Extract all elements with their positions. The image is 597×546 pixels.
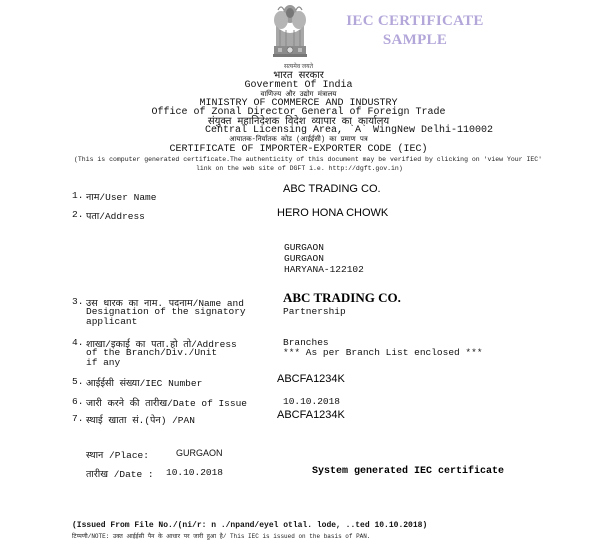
ministry-name: MINISTRY OF COMMERCE AND INDUSTRY xyxy=(199,98,398,109)
field-number: 3. xyxy=(72,296,84,307)
date-value: 10.10.2018 xyxy=(166,467,224,478)
signatory-label-line3: applicant xyxy=(86,316,138,327)
branch-label-line1: शाखा/इकाई का पता.हो तो/Address xyxy=(86,339,237,350)
hindi-government: भारत सरकार xyxy=(273,71,324,82)
government-name: Goverment Of India xyxy=(244,80,353,91)
pan-label: स्थाई खाता सं.(पेन) /PAN xyxy=(86,415,195,426)
branch-label-line3: if any xyxy=(86,357,121,368)
field-number: 7. xyxy=(72,413,84,424)
emblem-motto: सत्यमेव जयते xyxy=(283,64,314,70)
branch-value-line1: Branches xyxy=(283,337,329,348)
user-name-label: नाम/User Name xyxy=(86,192,157,203)
signatory-label-line1: उस धारक का नाम. पदनाम/Name and xyxy=(86,298,244,309)
hindi-ministry: वाणिज्य और उद्योग मंत्रालय xyxy=(260,91,337,99)
field-number: 5. xyxy=(72,376,84,387)
field-number: 6. xyxy=(72,396,84,407)
licensing-area: Central Licensing Area, `A` WingNew Delhi-110002 xyxy=(205,125,494,136)
signatory-name-value: ABC TRADING CO. xyxy=(283,290,401,305)
signatory-designation-value: Partnership xyxy=(283,306,346,317)
branch-value-line2: *** As per Branch List enclosed *** xyxy=(283,347,483,358)
office-name: Office of Zonal Director General of Foreign Trade xyxy=(151,107,446,118)
hindi-office: संयुक्त महानिदेशक विदेश व्यापार का कार्यालय xyxy=(207,117,390,128)
pan-value: ABCFA1234K xyxy=(277,409,345,421)
place-label: स्थान /Place: xyxy=(86,450,149,461)
signatory-label-line2: Designation of the signatory xyxy=(86,306,246,317)
date-of-issue-value: 10.10.2018 xyxy=(283,396,341,407)
certificate-title: CERTIFICATE OF IMPORTER-EXPORTER CODE (IEC) xyxy=(169,144,428,155)
authenticity-note-line2: link on the web site of DGFT i.e. http://dgft.gov.in) xyxy=(196,165,403,172)
watermark-line2: SAMPLE xyxy=(382,32,448,48)
hindi-certificate-title: आयातक-निर्यातक कोड (आईईसी) का प्रमाण पत्र xyxy=(229,136,368,144)
address-line-1: GURGAON xyxy=(284,242,324,253)
pan-basis-note: टिप्पणी/NOTE: उक्त आईईसी पैन के आधार पर जारी हुआ है/ This IEC is issued on the basis of PAN. xyxy=(72,533,371,540)
system-generated-note: System generated IEC certificate xyxy=(312,466,505,477)
address-line-2: GURGAON xyxy=(284,253,324,264)
address-line-3: HARYANA-122102 xyxy=(284,264,364,275)
iec-number-label: आईईसी संख्या/IEC Number xyxy=(86,378,203,389)
field-number: 4. xyxy=(72,337,84,348)
address-value: HERO HONA CHOWK xyxy=(277,207,389,219)
watermark-line1: IEC CERTIFICATE xyxy=(346,13,484,29)
authenticity-note-line1: (This is computer generated certificate.The authenticity of this document may be verified by clicking on 'view Your IEC' xyxy=(74,156,543,163)
place-value: GURGAON xyxy=(176,448,223,458)
field-number: 2. xyxy=(72,209,84,220)
user-name-value: ABC TRADING CO. xyxy=(283,183,381,195)
address-label: पता/Address xyxy=(86,211,145,222)
date-label: तारीख /Date : xyxy=(86,469,154,480)
branch-label-line2: of the Branch/Div./Unit xyxy=(86,347,218,358)
date-of-issue-label: जारी करने की तारीख/Date of Issue xyxy=(86,398,247,409)
field-number: 1. xyxy=(72,190,84,201)
issued-from-file-note: (Issued From File No./(ni/r: n ./npand/eyel otlal. lode, ..ted 10.10.2018) xyxy=(72,521,428,530)
iec-number-value: ABCFA1234K xyxy=(277,373,345,385)
